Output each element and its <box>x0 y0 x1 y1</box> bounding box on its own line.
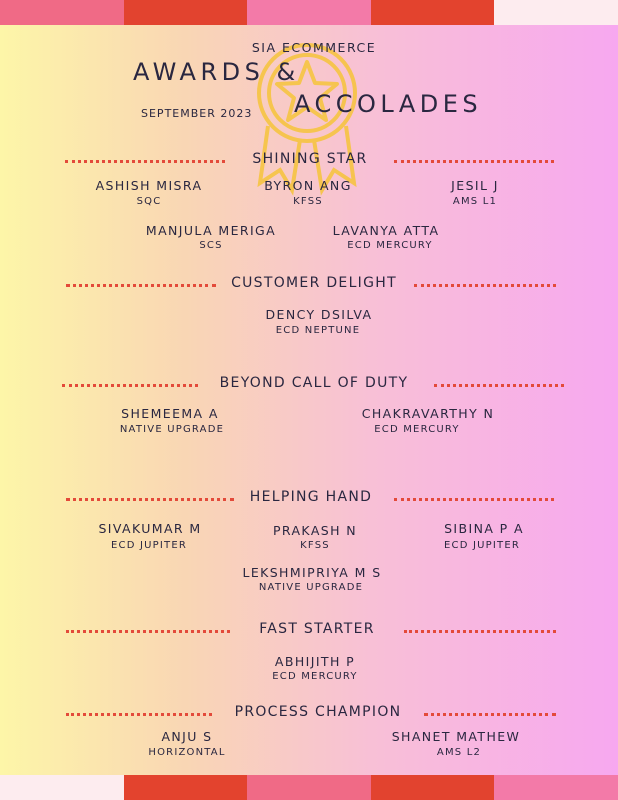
date-label: SEPTEMBER 2023 <box>141 107 253 120</box>
awardee-team: ECD JUPITER <box>110 540 188 551</box>
awardee-team: SCS <box>199 240 223 251</box>
divider-dots <box>65 160 225 163</box>
awardee-team: SQC <box>136 196 162 207</box>
awardee-team: NATIVE UPGRADE <box>119 424 225 435</box>
brand-name: SIA ECOMMERCE <box>251 40 377 55</box>
awardee-team: KFSS <box>300 540 330 551</box>
awardee-name: ASHISH MISRA <box>95 178 203 193</box>
awardee-name: LAVANYA ATTA <box>332 223 440 238</box>
awardee-name: MANJULA MERIGA <box>145 223 277 238</box>
bottom-color-stripe <box>0 775 618 800</box>
top-color-stripe <box>0 0 618 25</box>
divider-dots <box>434 384 564 387</box>
awardee-name: DENCY DSILVA <box>265 307 373 322</box>
section-title-beyond-call-of-duty: BEYOND CALL OF DUTY <box>219 375 409 391</box>
divider-dots <box>66 713 212 716</box>
awardee-name: JESIL J <box>451 178 499 193</box>
awardee-name: CHAKRAVARTHY N <box>361 406 495 421</box>
awardee-team: KFSS <box>293 196 323 207</box>
awardee-name: ANJU S <box>161 729 213 744</box>
awardee-team: NATIVE UPGRADE <box>258 582 364 593</box>
section-title-customer-delight: CUSTOMER DELIGHT <box>231 275 397 291</box>
section-title-fast-starter: FAST STARTER <box>259 621 375 637</box>
awardee-name: SHEMEEMA A <box>121 406 219 421</box>
divider-dots <box>394 160 554 163</box>
page-title-line2: ACCOLADES <box>294 90 483 118</box>
divider-dots <box>66 630 230 633</box>
awardee-name: ABHIJITH P <box>274 654 356 669</box>
divider-dots <box>66 284 216 287</box>
awardee-team: ECD MERCURY <box>374 424 460 435</box>
divider-dots <box>394 498 554 501</box>
awardee-name: LEKSHMIPRIYA M S <box>242 565 382 580</box>
awardee-name: SHANET MATHEW <box>391 729 521 744</box>
divider-dots <box>404 630 556 633</box>
awardee-name: PRAKASH N <box>272 523 358 538</box>
awardee-team: AMS L1 <box>452 196 498 207</box>
section-title-helping-hand: HELPING HAND <box>249 489 373 505</box>
divider-dots <box>62 384 198 387</box>
divider-dots <box>66 498 234 501</box>
section-title-shining-star: SHINING STAR <box>252 151 368 167</box>
awardee-name: SIVAKUMAR M <box>98 521 202 536</box>
awardee-team: ECD MERCURY <box>272 671 358 682</box>
awardee-team: ECD NEPTUNE <box>275 325 361 336</box>
awardee-name: SIBINA P A <box>444 521 524 536</box>
awardee-team: ECD JUPITER <box>443 540 521 551</box>
page-title-line1: AWARDS & <box>133 58 300 86</box>
awardee-team: HORIZONTAL <box>148 747 226 758</box>
awardee-team: ECD MERCURY <box>347 240 433 251</box>
awardee-team: AMS L2 <box>436 747 482 758</box>
divider-dots <box>414 284 556 287</box>
section-title-process-champion: PROCESS CHAMPION <box>234 704 402 720</box>
divider-dots <box>424 713 556 716</box>
awardee-name: BYRON ANG <box>264 178 352 193</box>
